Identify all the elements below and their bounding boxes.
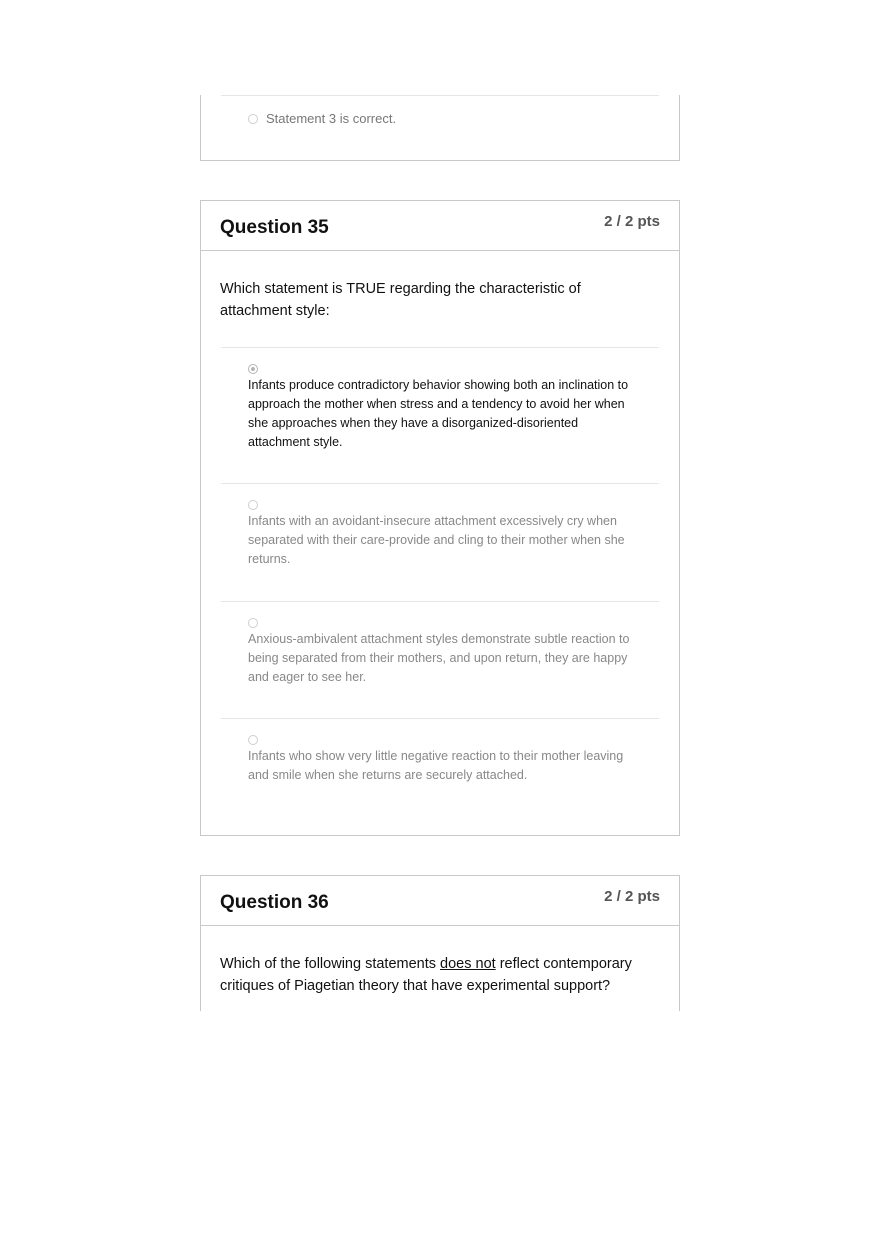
radio-button-selected[interactable] (248, 364, 258, 374)
question-header (201, 201, 679, 251)
question-text: Which statement is TRUE regarding the characteristic of attachment style: (220, 281, 581, 319)
answer-divider (221, 95, 659, 96)
question-title: Question 35 (220, 217, 329, 238)
question-title: Question 36 (220, 892, 329, 913)
answer-text: Statement 3 is correct. (266, 111, 397, 126)
question-card-36 (200, 875, 680, 1011)
question-text-emphasis: does not (440, 956, 496, 972)
answer-text: Infants with an avoidant-insecure attachment excessively cry when separated with their care-provide and cling to their mother when she returns. (248, 514, 625, 566)
question-points: 2 / 2 pts (604, 213, 660, 230)
answer-text: Anxious-ambivalent attachment styles demonstrate subtle reaction to being separated from their mothers, and upon return, they are happy and eager to see her. (248, 632, 630, 684)
answer-option[interactable] (221, 483, 659, 602)
question-card-previous (200, 95, 680, 161)
answer-option[interactable] (221, 601, 659, 719)
question-text (220, 953, 639, 997)
question-text-part: reflect contemporary critiques of Piagetian theory that have experimental support? (220, 956, 632, 994)
question-header (201, 876, 679, 926)
answer-text: Infants produce contradictory behavior showing both an inclination to approach the mother when stress and a tendency to avoid her when she approaches when they have a disorganized-disoriented attachment style. (248, 378, 629, 449)
radio-button[interactable] (248, 114, 258, 124)
radio-button[interactable] (248, 500, 258, 510)
question-points: 2 / 2 pts (604, 888, 660, 905)
answer-option[interactable] (221, 718, 659, 819)
radio-button[interactable] (248, 735, 258, 745)
answer-text: Infants who show very little negative reaction to their mother leaving and smile when she returns are securely attached. (248, 749, 624, 782)
radio-button[interactable] (248, 618, 258, 628)
question-text-part: Which of the following statements (220, 956, 441, 972)
answer-option[interactable] (248, 111, 396, 126)
question-card-35 (200, 200, 680, 836)
answer-option[interactable] (221, 347, 659, 484)
